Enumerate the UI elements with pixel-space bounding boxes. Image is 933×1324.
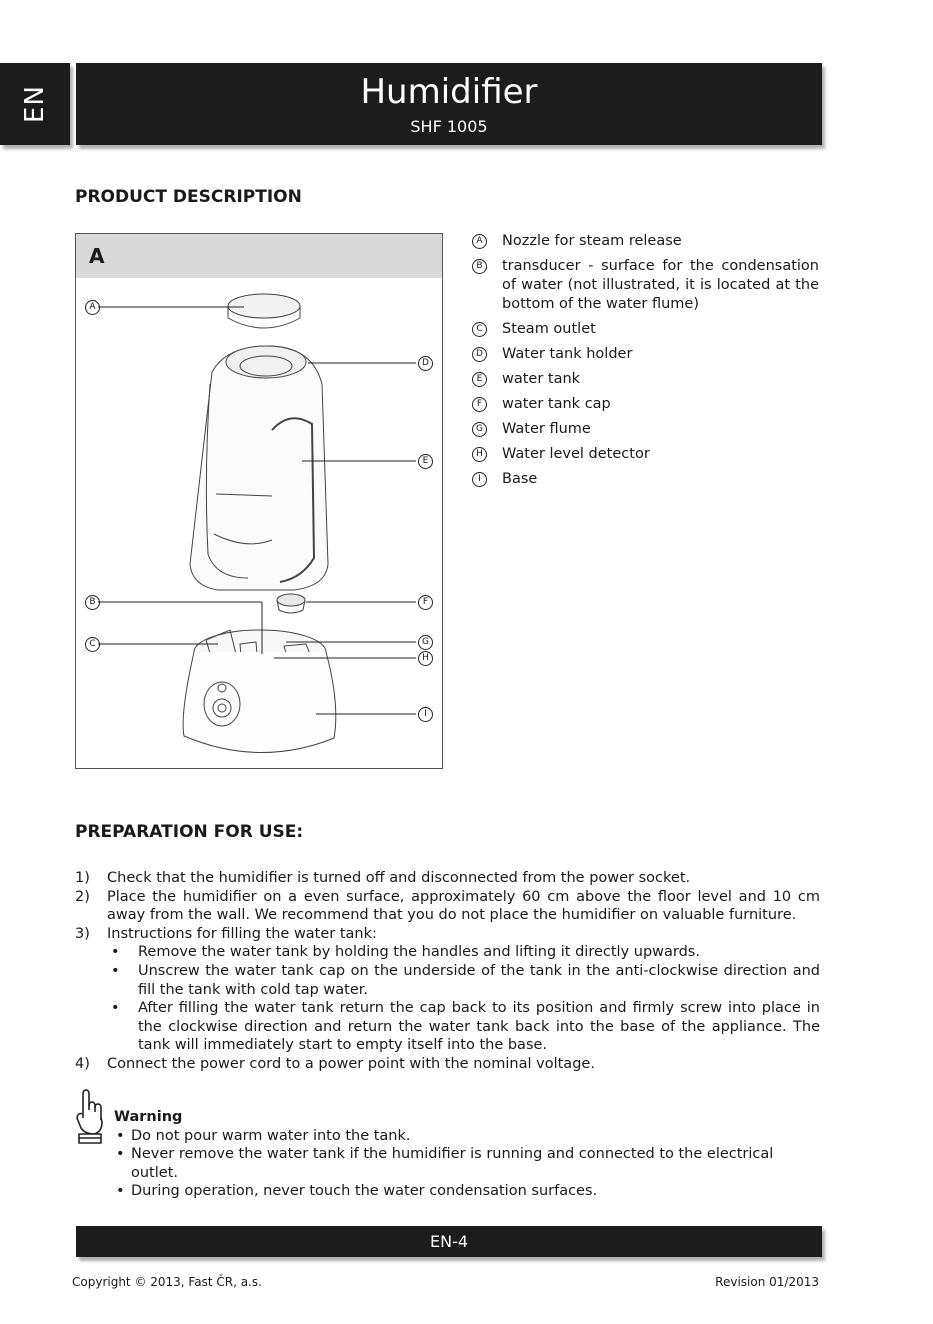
callout-c: C bbox=[85, 637, 100, 652]
language-tab bbox=[0, 63, 70, 145]
product-description-heading: PRODUCT DESCRIPTION bbox=[75, 187, 302, 207]
step-number: 1) bbox=[75, 870, 90, 886]
page-number: EN-4 bbox=[429, 1232, 469, 1251]
callout-d: D bbox=[418, 356, 433, 371]
part-text: Nozzle for steam release bbox=[502, 233, 682, 249]
list-item bbox=[472, 320, 819, 339]
step-2 bbox=[75, 888, 820, 925]
callout-h: H bbox=[418, 651, 433, 666]
step-number: 2) bbox=[75, 888, 90, 905]
pointing-hand-icon bbox=[72, 1088, 106, 1146]
part-letter: H bbox=[472, 447, 487, 462]
part-letter: F bbox=[472, 397, 487, 412]
list-item bbox=[472, 470, 819, 489]
part-text: water tank cap bbox=[502, 396, 611, 412]
callout-g: G bbox=[418, 635, 433, 650]
part-letter: D bbox=[472, 347, 487, 362]
list-item bbox=[75, 999, 820, 1055]
step-text: Check that the humidifier is turned off and disconnected from the power socket. bbox=[107, 870, 691, 886]
list-item bbox=[114, 1127, 824, 1146]
part-letter: B bbox=[472, 259, 487, 274]
warning-text: Never remove the water tank if the humidifier is running and connected to the electrical outlet. bbox=[131, 1146, 774, 1181]
part-text: Steam outlet bbox=[502, 321, 596, 337]
step-4 bbox=[75, 1055, 820, 1074]
part-letter: E bbox=[472, 372, 487, 387]
step-number: 3) bbox=[75, 925, 90, 942]
warning-text: Do not pour warm water into the tank. bbox=[131, 1127, 411, 1144]
model-number: SHF 1005 bbox=[410, 117, 488, 136]
bullet-icon: • bbox=[116, 1183, 125, 1200]
bullet-icon: • bbox=[116, 1146, 125, 1163]
callout-i: I bbox=[418, 707, 433, 722]
part-letter: I bbox=[472, 472, 487, 487]
callout-e: E bbox=[418, 454, 433, 469]
part-text: water tank bbox=[502, 371, 581, 387]
title-bar bbox=[76, 63, 822, 145]
part-text: Water flume bbox=[502, 421, 591, 437]
part-letter: A bbox=[472, 234, 487, 249]
copyright-text: Copyright © 2013, Fast ČR, a.s. bbox=[72, 1275, 262, 1289]
warning-text: During operation, never touch the water condensation surfaces. bbox=[131, 1183, 598, 1200]
warning-block bbox=[114, 1108, 824, 1201]
part-text: Water level detector bbox=[502, 446, 650, 462]
part-letter: G bbox=[472, 422, 487, 437]
bullet-text: Unscrew the water tank cap on the underside of the tank in the anti-clockwise direction and fill the tank with cold tap water. bbox=[138, 962, 820, 998]
page-number-bar bbox=[76, 1226, 822, 1257]
step-3 bbox=[75, 925, 820, 944]
part-text: transducer - surface for the condensation of water (not illustrated, it is located at the bottom of the water flume) bbox=[502, 258, 819, 312]
callout-b: B bbox=[85, 595, 100, 610]
preparation-steps bbox=[75, 869, 820, 1074]
step-number: 4) bbox=[75, 1055, 90, 1072]
list-item bbox=[472, 345, 819, 364]
preparation-heading: PREPARATION FOR USE: bbox=[75, 822, 304, 842]
callout-a: A bbox=[85, 300, 100, 315]
bullet-text: Remove the water tank by holding the handles and lifting it directly upwards. bbox=[138, 944, 700, 961]
step-text: Connect the power cord to a power point with the nominal voltage. bbox=[107, 1055, 595, 1072]
list-item bbox=[472, 232, 819, 251]
language-code: EN bbox=[20, 85, 50, 123]
list-item bbox=[114, 1145, 824, 1182]
list-item bbox=[472, 257, 819, 314]
bullet-icon: • bbox=[111, 944, 120, 961]
step-text: Instructions for filling the water tank: bbox=[107, 925, 377, 942]
list-item bbox=[472, 420, 819, 439]
bullet-text: After filling the water tank return the cap back to its position and firmly screw into place in the clockwise direction and return the water tank back into the base of the appliance. The tank will immediately start to empty itself into the base. bbox=[138, 1000, 820, 1054]
product-figure bbox=[75, 233, 443, 769]
page-title: Humidifier bbox=[360, 72, 538, 112]
part-letter: C bbox=[472, 322, 487, 337]
callout-f: F bbox=[418, 595, 433, 610]
revision-text: Revision 01/2013 bbox=[715, 1275, 819, 1289]
figure-label: A bbox=[89, 244, 105, 268]
part-text: Water tank holder bbox=[502, 346, 633, 362]
list-item bbox=[472, 445, 819, 464]
warning-title: Warning bbox=[114, 1109, 183, 1125]
list-item bbox=[75, 962, 820, 999]
part-text: Base bbox=[502, 471, 538, 487]
bullet-icon: • bbox=[111, 962, 120, 979]
list-item bbox=[472, 395, 819, 414]
list-item bbox=[114, 1182, 824, 1201]
step-text: Place the humidifier on a even surface, approximately 60 cm above the floor level and 10 cm away from the wall. We recommend that you do not place the humidifier on valuable furniture. bbox=[107, 888, 820, 924]
list-item bbox=[75, 943, 820, 962]
list-item bbox=[472, 370, 819, 389]
bullet-icon: • bbox=[116, 1127, 125, 1144]
bullet-icon: • bbox=[111, 1000, 120, 1017]
parts-list bbox=[472, 232, 819, 495]
humidifier-illustration bbox=[76, 234, 442, 768]
step-1 bbox=[75, 869, 820, 888]
